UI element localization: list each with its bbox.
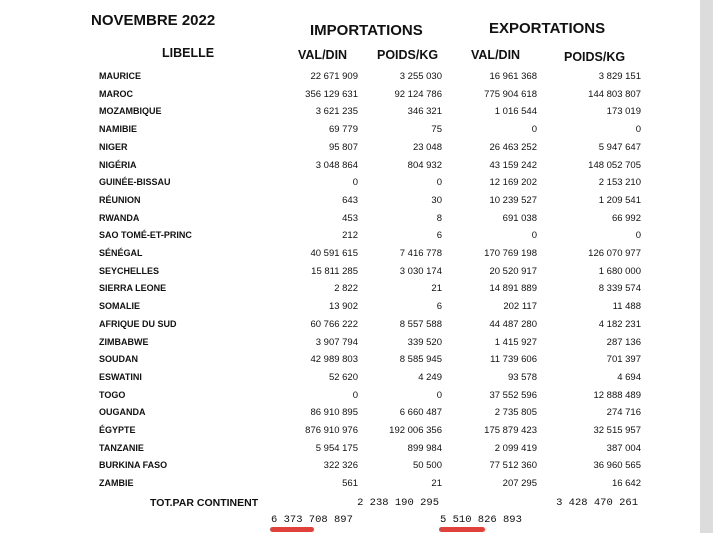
cell-imp-val: 2 822 bbox=[334, 283, 358, 295]
cell-exp-poids: 274 716 bbox=[606, 407, 641, 419]
cell-imp-poids: 192 006 356 bbox=[389, 425, 442, 436]
cell-imp-poids: 50 500 bbox=[412, 460, 442, 472]
cell-exp-val: 202 117 bbox=[503, 301, 537, 313]
cell-imp-val: 322 326 bbox=[323, 460, 358, 472]
column-header-exp-val: VAL/DIN bbox=[471, 48, 521, 62]
cell-exp-val: 2 099 419 bbox=[494, 442, 537, 454]
cell-exp-val: 170 769 198 bbox=[484, 248, 537, 259]
cell-exp-poids: 12 888 489 bbox=[593, 389, 641, 401]
importations-heading: IMPORTATIONS bbox=[310, 22, 423, 39]
cell-exp-val: 0 bbox=[531, 124, 537, 136]
page-edge bbox=[700, 0, 713, 533]
cell-imp-val: 22 671 909 bbox=[310, 71, 358, 82]
cell-name: MAURICE bbox=[99, 71, 141, 81]
cell-exp-val: 37 552 596 bbox=[489, 389, 537, 401]
cell-exp-val: 44 487 280 bbox=[489, 318, 537, 330]
cell-exp-poids: 4 694 bbox=[617, 371, 641, 383]
cell-imp-val: 876 910 976 bbox=[305, 425, 358, 436]
cell-imp-poids: 6 bbox=[436, 301, 442, 313]
cell-exp-val: 77 512 360 bbox=[489, 460, 537, 472]
cell-exp-val: 1 415 927 bbox=[494, 336, 537, 348]
cell-imp-val: 13 902 bbox=[328, 301, 358, 313]
imp-sum-highlight bbox=[270, 527, 314, 532]
cell-name: SAO TOMÉ-ET-PRINC bbox=[99, 230, 192, 241]
cell-imp-poids: 346 321 bbox=[407, 106, 442, 118]
cell-imp-val: 40 591 615 bbox=[310, 248, 358, 259]
table-row bbox=[0, 139, 700, 157]
cell-exp-val: 691 038 bbox=[502, 212, 537, 224]
table-row bbox=[0, 86, 700, 104]
table-row bbox=[0, 369, 700, 387]
cell-name: TOGO bbox=[99, 389, 126, 400]
cell-exp-val: 93 578 bbox=[507, 371, 537, 383]
cell-name: SIERRA LEONE bbox=[99, 283, 167, 294]
exportations-heading: EXPORTATIONS bbox=[489, 20, 606, 37]
cell-imp-poids: 8 585 945 bbox=[399, 354, 442, 366]
total-label: TOT.PAR CONTINENT bbox=[150, 497, 259, 509]
cell-imp-val: 95 807 bbox=[328, 141, 358, 153]
cell-exp-poids: 66 992 bbox=[611, 212, 641, 224]
total-exp-val: 3 428 470 261 bbox=[556, 497, 638, 509]
table-row bbox=[0, 68, 700, 86]
cell-exp-poids: 148 052 705 bbox=[588, 159, 641, 171]
cell-exp-val: 12 169 202 bbox=[489, 177, 537, 189]
cell-imp-poids: 804 932 bbox=[407, 159, 442, 171]
cell-imp-poids: 6 bbox=[436, 230, 442, 242]
cell-imp-val: 69 779 bbox=[328, 124, 358, 136]
cell-exp-poids: 0 bbox=[635, 124, 641, 136]
cell-imp-val: 356 129 631 bbox=[305, 88, 358, 100]
cell-imp-poids: 23 048 bbox=[412, 141, 442, 153]
exp-sum-annotation: 5 510 826 893 bbox=[440, 514, 522, 526]
cell-name: GUINÉE-BISSAU bbox=[99, 177, 171, 188]
cell-name: SEYCHELLES bbox=[99, 265, 160, 276]
cell-exp-poids: 1 680 000 bbox=[598, 265, 641, 277]
table-row bbox=[0, 103, 700, 121]
cell-imp-poids: 75 bbox=[431, 124, 442, 136]
cell-exp-val: 11 739 606 bbox=[490, 354, 537, 366]
total-row bbox=[0, 494, 700, 512]
table-row bbox=[0, 245, 700, 263]
cell-exp-val: 1 016 544 bbox=[494, 106, 537, 118]
cell-imp-val: 212 bbox=[342, 230, 358, 242]
cell-exp-poids: 126 070 977 bbox=[588, 248, 641, 259]
cell-imp-val: 15 811 285 bbox=[311, 265, 358, 277]
table-row bbox=[0, 351, 700, 369]
cell-name: NIGÉRIA bbox=[99, 159, 137, 170]
cell-imp-poids: 0 bbox=[436, 389, 442, 401]
table-row bbox=[0, 192, 700, 210]
cell-exp-poids: 11 488 bbox=[612, 301, 641, 313]
table-row bbox=[0, 422, 700, 440]
cell-name: RÉUNION bbox=[99, 194, 141, 205]
cell-exp-poids: 2 153 210 bbox=[598, 177, 641, 189]
table-row bbox=[0, 334, 700, 352]
cell-exp-poids: 287 136 bbox=[606, 336, 641, 348]
cell-name: ZAMBIE bbox=[99, 478, 134, 489]
table-row bbox=[0, 316, 700, 334]
cell-imp-poids: 92 124 786 bbox=[394, 88, 442, 100]
table-row bbox=[0, 263, 700, 281]
table-row bbox=[0, 387, 700, 405]
cell-imp-val: 561 bbox=[342, 478, 358, 490]
cell-imp-poids: 899 984 bbox=[407, 442, 442, 454]
table-row bbox=[0, 227, 700, 245]
total-imp-val: 2 238 190 295 bbox=[357, 497, 439, 509]
cell-name: OUGANDA bbox=[99, 407, 146, 418]
cell-imp-poids: 8 557 588 bbox=[399, 318, 442, 330]
table-row bbox=[0, 404, 700, 422]
cell-exp-val: 43 159 242 bbox=[489, 159, 537, 171]
cell-name: RWANDA bbox=[99, 212, 140, 223]
exp-sum-highlight bbox=[439, 527, 485, 532]
cell-exp-val: 14 891 889 bbox=[489, 283, 537, 295]
cell-name: ÉGYPTE bbox=[99, 425, 136, 435]
cell-name: NAMIBIE bbox=[99, 124, 137, 135]
cell-name: TANZANIE bbox=[99, 442, 144, 453]
column-header-imp-poids: POIDS/KG bbox=[377, 48, 439, 62]
cell-imp-val: 643 bbox=[342, 194, 358, 206]
cell-imp-poids: 8 bbox=[436, 212, 442, 224]
cell-exp-val: 10 239 527 bbox=[489, 194, 537, 206]
cell-imp-poids: 6 660 487 bbox=[399, 407, 442, 419]
table-row bbox=[0, 298, 700, 316]
cell-exp-val: 26 463 252 bbox=[489, 141, 537, 153]
cell-imp-val: 60 766 222 bbox=[310, 318, 358, 330]
cell-imp-val: 0 bbox=[352, 389, 358, 401]
cell-imp-poids: 4 249 bbox=[418, 371, 442, 383]
cell-imp-val: 3 621 235 bbox=[315, 106, 358, 118]
cell-exp-poids: 144 803 807 bbox=[588, 88, 641, 100]
cell-imp-val: 5 954 175 bbox=[315, 442, 358, 454]
cell-imp-poids: 339 520 bbox=[407, 336, 442, 348]
cell-imp-poids: 30 bbox=[431, 194, 442, 206]
table-row bbox=[0, 475, 700, 493]
cell-exp-poids: 0 bbox=[635, 230, 641, 242]
table-row bbox=[0, 157, 700, 175]
cell-imp-val: 3 048 864 bbox=[315, 159, 358, 171]
cell-exp-poids: 36 960 565 bbox=[593, 460, 641, 472]
cell-exp-poids: 8 339 574 bbox=[598, 283, 641, 295]
cell-exp-val: 175 879 423 bbox=[484, 425, 537, 436]
cell-name: BURKINA FASO bbox=[99, 460, 168, 471]
cell-imp-poids: 3 030 174 bbox=[399, 265, 442, 277]
cell-imp-poids: 21 bbox=[431, 283, 442, 295]
cell-name: ESWATINI bbox=[99, 371, 142, 382]
table-row bbox=[0, 210, 700, 228]
cell-exp-val: 0 bbox=[531, 230, 537, 242]
document-title: NOVEMBRE 2022 bbox=[91, 12, 216, 29]
cell-imp-poids: 7 416 778 bbox=[399, 248, 442, 259]
cell-name: ZIMBABWE bbox=[99, 336, 149, 347]
table-row bbox=[0, 440, 700, 458]
cell-imp-val: 0 bbox=[352, 177, 358, 189]
cell-exp-val: 2 735 805 bbox=[494, 407, 537, 419]
cell-exp-val: 207 295 bbox=[502, 478, 537, 490]
table-row bbox=[0, 280, 700, 298]
cell-exp-poids: 1 209 541 bbox=[598, 194, 641, 206]
table-row bbox=[0, 174, 700, 192]
cell-exp-poids: 16 642 bbox=[611, 478, 641, 490]
cell-exp-val: 20 520 917 bbox=[489, 265, 537, 277]
column-header-libelle: LIBELLE bbox=[162, 46, 215, 60]
cell-name: SOUDAN bbox=[99, 354, 139, 365]
cell-exp-poids: 701 397 bbox=[606, 354, 641, 366]
cell-exp-poids: 32 515 957 bbox=[593, 425, 641, 436]
cell-imp-val: 453 bbox=[342, 212, 358, 224]
table-row bbox=[0, 457, 700, 475]
cell-exp-poids: 173 019 bbox=[606, 106, 641, 118]
cell-imp-val: 52 620 bbox=[328, 371, 358, 383]
imp-sum-annotation: 6 373 708 897 bbox=[271, 514, 353, 526]
cell-exp-poids: 5 947 647 bbox=[598, 141, 641, 153]
cell-imp-poids: 21 bbox=[431, 478, 442, 490]
cell-name: SÉNÉGAL bbox=[99, 248, 143, 258]
cell-exp-val: 775 904 618 bbox=[484, 88, 537, 100]
cell-imp-val: 3 907 794 bbox=[315, 336, 358, 348]
cell-name: MAROC bbox=[99, 88, 133, 99]
cell-imp-val: 86 910 895 bbox=[310, 407, 358, 419]
cell-exp-poids: 4 182 231 bbox=[598, 318, 641, 330]
cell-name: NIGER bbox=[99, 141, 128, 152]
cell-imp-poids: 3 255 030 bbox=[399, 71, 442, 82]
column-header-imp-val: VAL/DIN bbox=[298, 48, 348, 62]
cell-exp-poids: 3 829 151 bbox=[598, 71, 641, 82]
cell-imp-poids: 0 bbox=[436, 177, 442, 189]
table-row bbox=[0, 121, 700, 139]
cell-name: AFRIQUE DU SUD bbox=[99, 318, 177, 329]
cell-exp-poids: 387 004 bbox=[606, 442, 641, 454]
cell-imp-val: 42 989 803 bbox=[310, 354, 358, 366]
cell-name: MOZAMBIQUE bbox=[99, 106, 162, 117]
column-header-exp-poids: POIDS/KG bbox=[564, 50, 626, 64]
cell-exp-val: 16 961 368 bbox=[489, 71, 537, 82]
cell-name: SOMALIE bbox=[99, 301, 141, 312]
